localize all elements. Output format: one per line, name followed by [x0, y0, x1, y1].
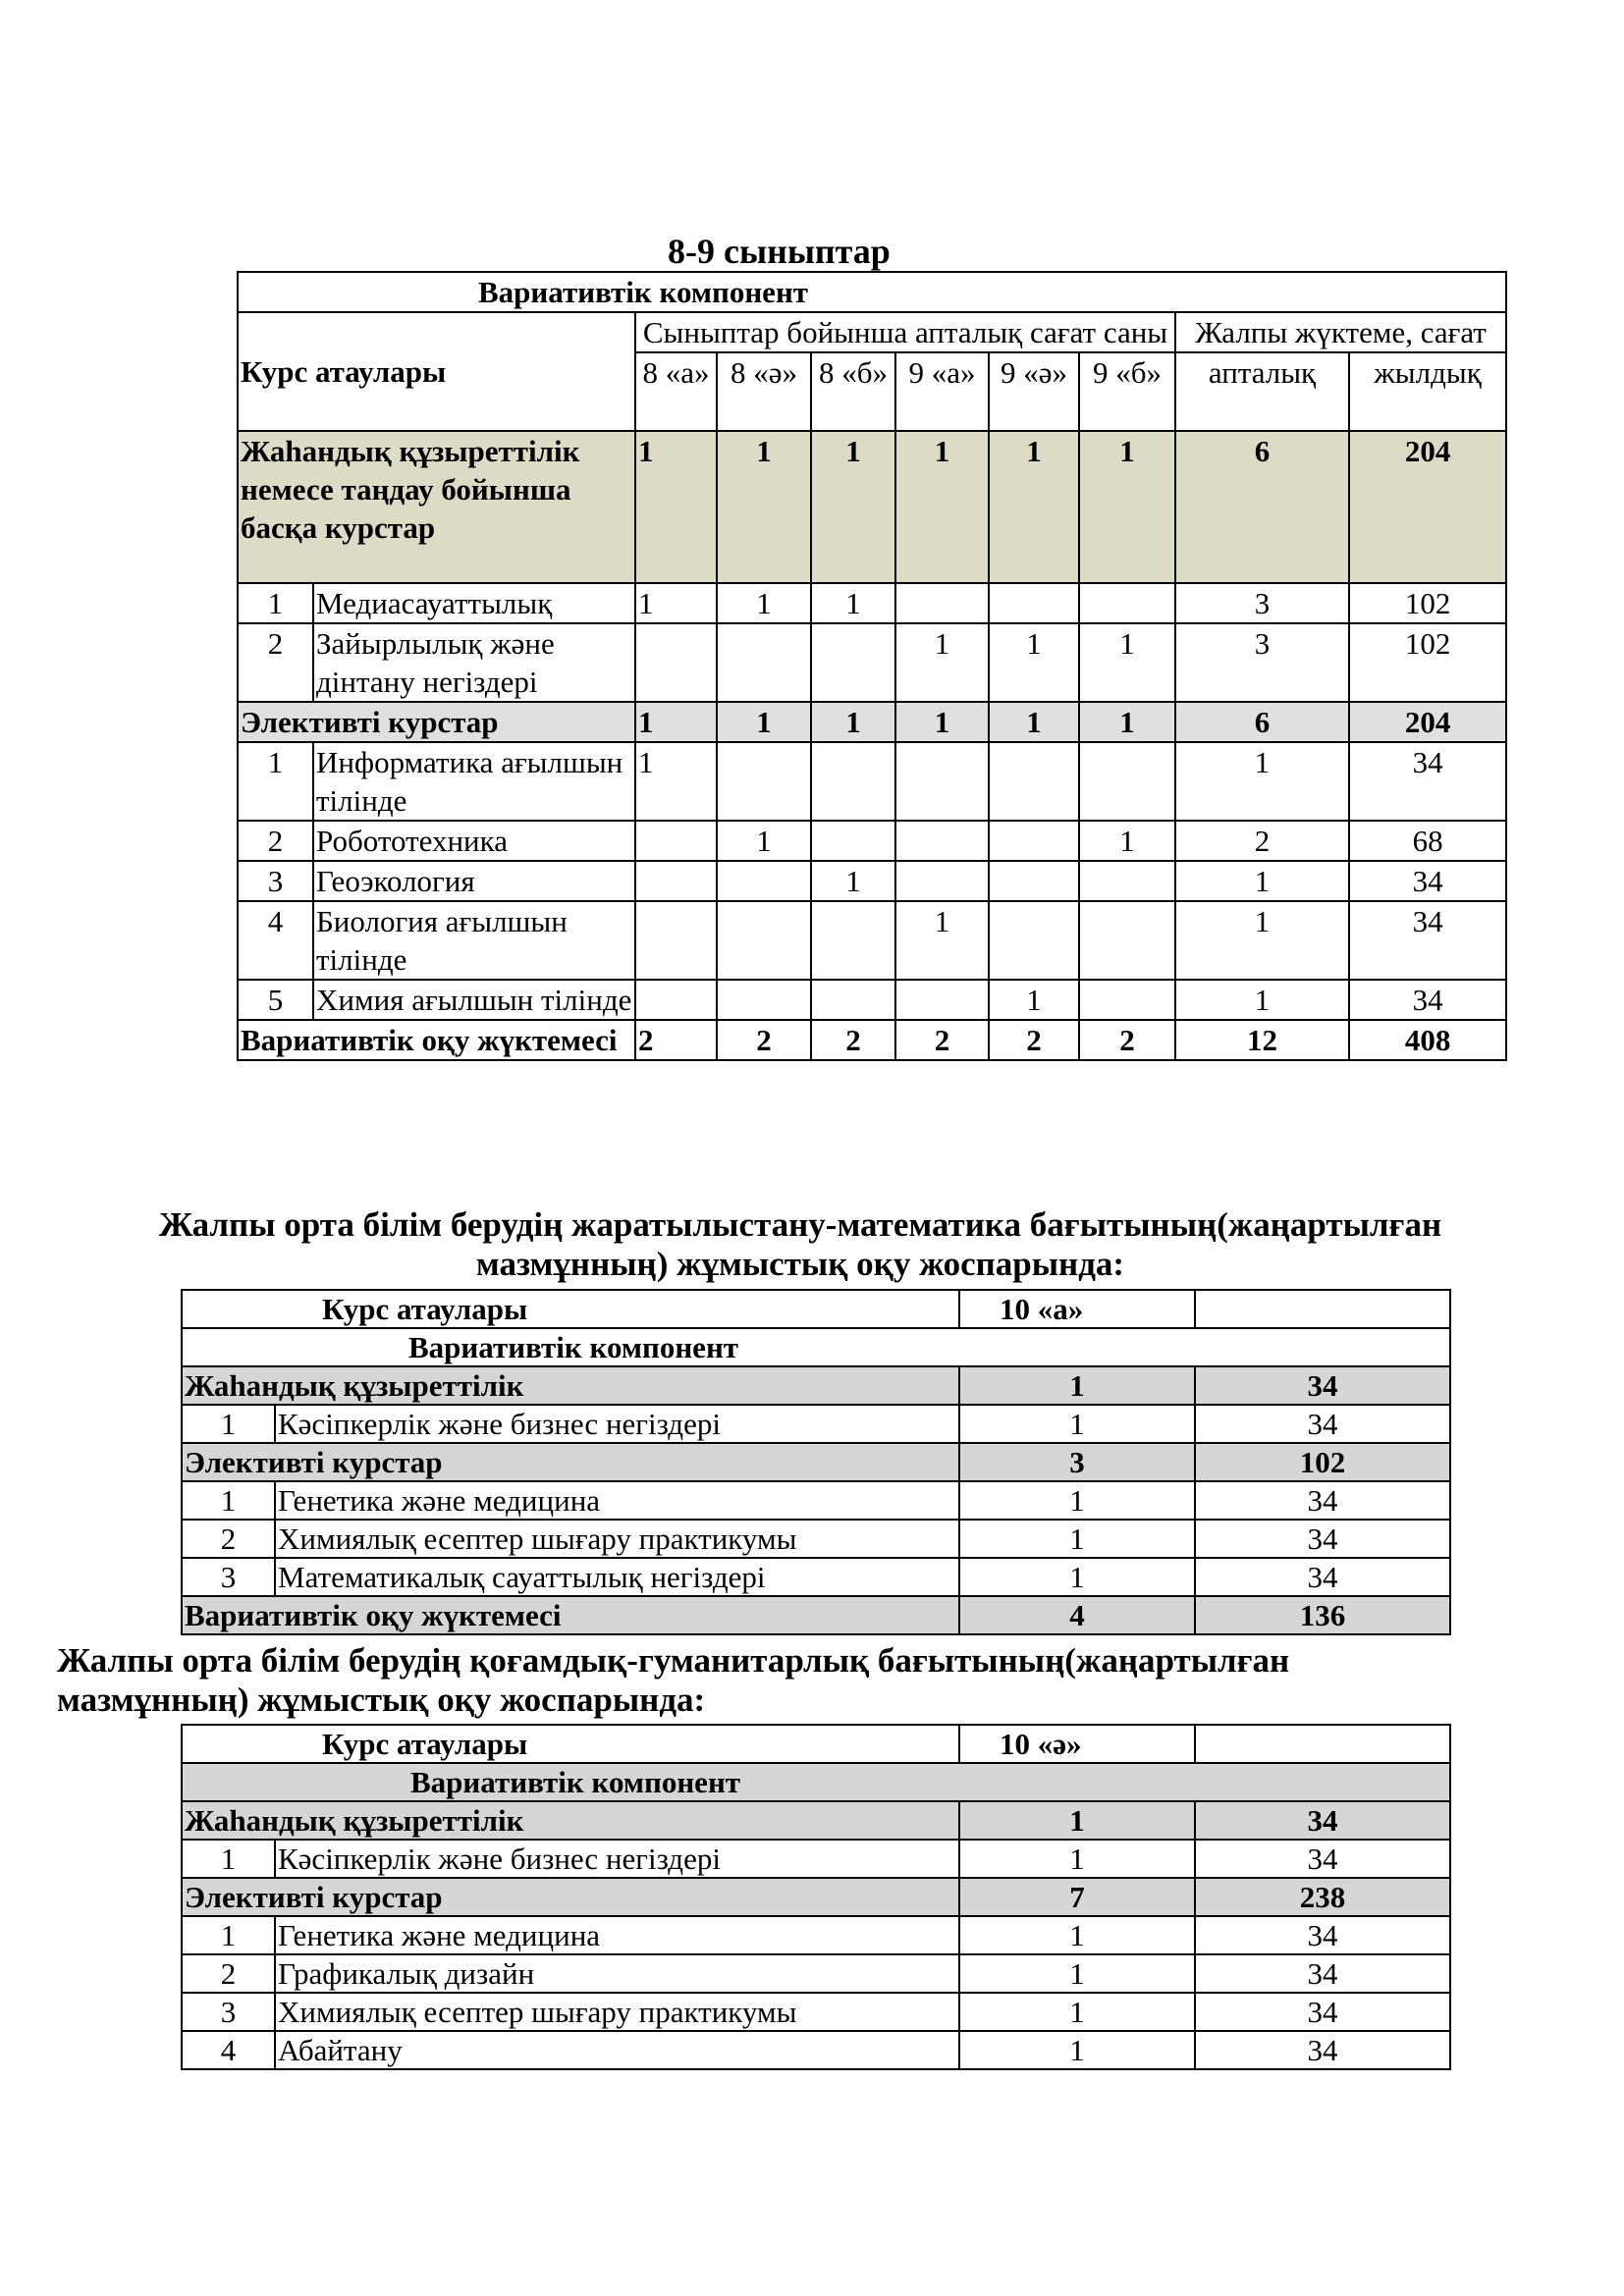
table-cell	[635, 901, 717, 980]
table-cell: 1	[717, 702, 811, 742]
table-row-group-name: Жаһандық құзыреттілік немесе таңдау бойынша басқа курстар	[238, 431, 635, 583]
table-cell	[717, 861, 811, 901]
table-cell-num: 1	[238, 742, 313, 821]
table-cell: 1	[717, 583, 811, 623]
table-cell	[1079, 901, 1175, 980]
table1-class-9ae: 9 «ә»	[989, 352, 1079, 431]
table-cell-num: 1	[182, 1405, 275, 1443]
table-cell-yearly: 34	[1195, 2031, 1450, 2069]
table-cell: 1	[811, 431, 895, 583]
table-cell	[811, 623, 895, 702]
table-cell-name: Кәсіпкерлік және бизнес негіздері	[275, 1405, 959, 1443]
table2-component: Вариативтік компонент	[182, 1328, 1450, 1366]
table-row-group-name: Жаһандық құзыреттілік	[182, 1801, 959, 1840]
table2-heading: Жалпы орта білім берудің жаратылыстану-математика бағытының(жаңартылған мазмұнның) жұмыстық оқу жоспарында:	[158, 1205, 1442, 1283]
table-cell-weekly: 6	[1175, 702, 1349, 742]
table-cell-yearly: 34	[1195, 1801, 1450, 1840]
table-cell-name: Химия ағылшын тілінде	[313, 980, 635, 1020]
table-cell	[989, 742, 1079, 821]
table-cell	[895, 980, 989, 1020]
table-cell: 2	[989, 1020, 1079, 1060]
table-row-total-name: Вариативтік оқу жүктемесі	[238, 1020, 635, 1060]
table-cell-num: 1	[182, 1840, 275, 1878]
table-cell-weekly: 4	[959, 1596, 1195, 1634]
table-cell: 1	[717, 431, 811, 583]
table-cell-weekly: 12	[1175, 1020, 1349, 1060]
table-row-total-name: Вариативтік оқу жүктемесі	[182, 1596, 959, 1634]
table-cell-yearly: 34	[1349, 901, 1506, 980]
table3	[181, 1724, 1451, 2070]
table-cell-yearly: 204	[1349, 702, 1506, 742]
table1-class-9a: 9 «а»	[895, 352, 989, 431]
table3-heading: Жалпы орта білім берудің қоғамдық-гуманитарлық бағытының(жаңартылған мазмұнның) жұмыстық оқу жоспарында:	[57, 1641, 1290, 1719]
table1-col-yearly: жылдық	[1349, 352, 1506, 431]
table-cell	[635, 623, 717, 702]
table-cell-weekly: 1	[959, 1558, 1195, 1596]
table-cell: 1	[989, 702, 1079, 742]
table-cell-yearly: 102	[1195, 1443, 1450, 1481]
table-cell: 2	[811, 1020, 895, 1060]
table-cell-name: Робототехника	[313, 821, 635, 861]
table-cell	[989, 861, 1079, 901]
table-cell-num: 1	[182, 1916, 275, 1954]
table-cell-yearly: 408	[1349, 1020, 1506, 1060]
table-cell-weekly: 1	[959, 1366, 1195, 1405]
table-cell-weekly: 1	[959, 1405, 1195, 1443]
table-cell-weekly: 1	[959, 1840, 1195, 1878]
table-cell-num: 2	[182, 1954, 275, 1993]
table3-col-total	[1195, 1725, 1450, 1763]
table1-title: 8-9 сыныптар	[668, 232, 891, 271]
table2-col-course: Курс атаулары	[182, 1290, 959, 1328]
table3-col-class: 10 «ә»	[959, 1725, 1195, 1763]
table-cell	[895, 821, 989, 861]
table-cell-weekly: 3	[959, 1443, 1195, 1481]
table-cell-yearly: 34	[1195, 1481, 1450, 1520]
table3-component: Вариативтік компонент	[182, 1763, 1450, 1801]
table-cell-num: 5	[238, 980, 313, 1020]
table-cell: 1	[635, 583, 717, 623]
table-cell-name: Химиялық есептер шығару практикумы	[275, 1993, 959, 2031]
table-cell	[717, 623, 811, 702]
table1	[237, 271, 1507, 1061]
table-cell-yearly: 68	[1349, 821, 1506, 861]
table-cell-weekly: 1	[959, 1993, 1195, 2031]
table-row-group-name: Элективті курстар	[182, 1443, 959, 1481]
table-cell-yearly: 136	[1195, 1596, 1450, 1634]
table-cell-yearly: 102	[1349, 583, 1506, 623]
table-cell	[811, 980, 895, 1020]
table-cell: 1	[895, 901, 989, 980]
table-cell-num: 1	[182, 1481, 275, 1520]
table-cell-weekly: 1	[959, 1801, 1195, 1840]
table-cell-weekly: 1	[959, 2031, 1195, 2069]
table-cell	[989, 583, 1079, 623]
table-cell-weekly: 1	[959, 1916, 1195, 1954]
table-cell	[811, 821, 895, 861]
table3-col-course: Курс атаулары	[182, 1725, 959, 1763]
table-cell-yearly: 34	[1195, 1993, 1450, 2031]
table-cell	[1079, 980, 1175, 1020]
table1-class-8a: 8 «а»	[635, 352, 717, 431]
table1-col-total-load: Жалпы жүктеме, сағат	[1175, 312, 1506, 352]
table-cell-weekly: 7	[959, 1878, 1195, 1916]
table2-col-class: 10 «а»	[959, 1290, 1195, 1328]
table-cell	[635, 821, 717, 861]
table-cell	[1079, 742, 1175, 821]
table-cell	[717, 980, 811, 1020]
table-cell-weekly: 3	[1175, 623, 1349, 702]
table-cell-name: Кәсіпкерлік және бизнес негіздері	[275, 1840, 959, 1878]
table1-class-8ae: 8 «ә»	[717, 352, 811, 431]
table-cell-name: Математикалық сауаттылық негіздері	[275, 1558, 959, 1596]
table-cell-num: 2	[238, 623, 313, 702]
table-cell: 1	[811, 861, 895, 901]
table1-class-8b: 8 «б»	[811, 352, 895, 431]
table-cell	[635, 861, 717, 901]
table-cell	[1079, 583, 1175, 623]
table-cell-weekly: 1	[1175, 861, 1349, 901]
table-cell	[1079, 861, 1175, 901]
table-cell-name: Геоэкология	[313, 861, 635, 901]
table-cell-weekly: 1	[959, 1481, 1195, 1520]
table1-class-9b: 9 «б»	[1079, 352, 1175, 431]
table-cell-name: Генетика және медицина	[275, 1481, 959, 1520]
table-cell: 1	[1079, 821, 1175, 861]
table-cell-name: Генетика және медицина	[275, 1916, 959, 1954]
table-cell: 2	[1079, 1020, 1175, 1060]
table-cell-name: Графикалық дизайн	[275, 1954, 959, 1993]
table-cell-yearly: 34	[1349, 980, 1506, 1020]
table-cell-name: Медиасауаттылық	[313, 583, 635, 623]
table-cell: 1	[989, 431, 1079, 583]
table-cell-name: Абайтану	[275, 2031, 959, 2069]
table-row-group-name: Элективті курстар	[238, 702, 635, 742]
table-cell-num: 1	[238, 583, 313, 623]
table-cell-yearly: 34	[1195, 1405, 1450, 1443]
table-cell: 2	[895, 1020, 989, 1060]
table-cell: 2	[635, 1020, 717, 1060]
table-row-group-name: Элективті курстар	[182, 1878, 959, 1916]
table-cell-weekly: 1	[959, 1520, 1195, 1558]
table-cell: 1	[895, 702, 989, 742]
table-cell: 1	[811, 583, 895, 623]
table-cell-name: Биология ағылшын тілінде	[313, 901, 635, 980]
table-row-group-name: Жаһандық құзыреттілік	[182, 1366, 959, 1405]
table-cell-name: Информатика ағылшын тілінде	[313, 742, 635, 821]
table-cell	[989, 821, 1079, 861]
table-cell	[717, 901, 811, 980]
table-cell-weekly: 2	[1175, 821, 1349, 861]
table1-component-header: Вариативтік компонент	[238, 272, 1506, 312]
table-cell: 1	[1079, 702, 1175, 742]
table-cell-yearly: 34	[1195, 1916, 1450, 1954]
table-cell-yearly: 34	[1195, 1840, 1450, 1878]
table-cell-yearly: 238	[1195, 1878, 1450, 1916]
table-cell	[717, 742, 811, 821]
table-cell-num: 4	[182, 2031, 275, 2069]
table-cell-name: Зайырлылық және дінтану негіздері	[313, 623, 635, 702]
table1-col-weekly: апталық	[1175, 352, 1349, 431]
table1-col-course: Курс атаулары	[238, 312, 635, 431]
table-cell	[811, 742, 895, 821]
table-cell: 1	[1079, 431, 1175, 583]
table-cell-yearly: 34	[1195, 1954, 1450, 1993]
table-cell: 1	[635, 742, 717, 821]
table-cell: 1	[989, 980, 1079, 1020]
table-cell-num: 2	[238, 821, 313, 861]
table-cell-weekly: 1	[1175, 901, 1349, 980]
table-cell	[989, 901, 1079, 980]
table-cell-yearly: 34	[1349, 861, 1506, 901]
table-cell: 1	[635, 431, 717, 583]
table-cell: 1	[811, 702, 895, 742]
table-cell-num: 2	[182, 1520, 275, 1558]
table-cell: 1	[717, 821, 811, 861]
table-cell	[895, 583, 989, 623]
table-cell	[895, 742, 989, 821]
table2	[181, 1289, 1451, 1635]
table-cell-num: 4	[238, 901, 313, 980]
table-cell-num: 3	[238, 861, 313, 901]
table-cell	[895, 861, 989, 901]
table1-col-weekly-by-class: Сыныптар бойынша апталық сағат саны	[635, 312, 1175, 352]
table-cell: 1	[635, 702, 717, 742]
table-cell-num: 3	[182, 1558, 275, 1596]
table2-col-total	[1195, 1290, 1450, 1328]
table-cell-yearly: 102	[1349, 623, 1506, 702]
table-cell-weekly: 1	[1175, 980, 1349, 1020]
table-cell	[635, 980, 717, 1020]
table-cell	[811, 901, 895, 980]
table-cell-weekly: 1	[1175, 742, 1349, 821]
table-cell-weekly: 1	[959, 1954, 1195, 1993]
table-cell-yearly: 204	[1349, 431, 1506, 583]
table-cell: 2	[717, 1020, 811, 1060]
table-cell: 1	[895, 623, 989, 702]
table-cell-weekly: 6	[1175, 431, 1349, 583]
table-cell-yearly: 34	[1349, 742, 1506, 821]
table-cell-yearly: 34	[1195, 1366, 1450, 1405]
table-cell: 1	[895, 431, 989, 583]
table-cell-yearly: 34	[1195, 1558, 1450, 1596]
table-cell: 1	[989, 623, 1079, 702]
table-cell-num: 3	[182, 1993, 275, 2031]
table-cell-yearly: 34	[1195, 1520, 1450, 1558]
table-cell-weekly: 3	[1175, 583, 1349, 623]
table-cell-name: Химиялық есептер шығару практикумы	[275, 1520, 959, 1558]
table-cell: 1	[1079, 623, 1175, 702]
